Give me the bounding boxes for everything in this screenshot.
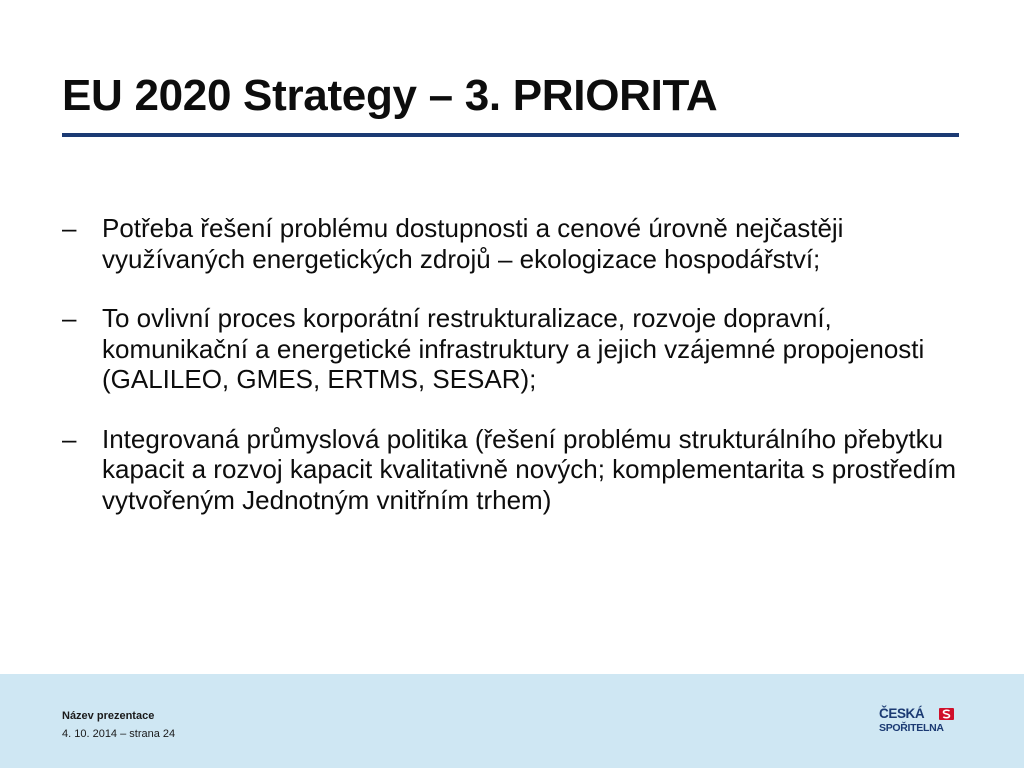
bullet-text: Potřeba řešení problému dostupnosti a cenové úrovně nejčastěji využívaných energetických zdrojů – ekologizace hospodářství;	[102, 213, 844, 274]
bullet-item	[62, 424, 962, 516]
logo-text-top: ČESKÁ	[879, 706, 925, 721]
logo-s-mark-icon	[939, 708, 954, 720]
ceska-sporitelna-logo	[879, 706, 959, 740]
title-underline	[62, 133, 959, 137]
bullet-text: To ovlivní proces korporátní restrukturalizace, rozvoje dopravní, komunikační a energetické infrastruktury a jejich vzájemné propojenosti (GALILEO, GMES, ERTMS, SESAR);	[102, 303, 925, 394]
bullet-item	[62, 213, 962, 274]
bullet-text: Integrovaná průmyslová politika (řešení problému strukturálního přebytku kapacit a rozvoj kapacit kvalitativně nových; komplementarita s prostředím vytvořeným Jednotným vnitřním trhem)	[102, 423, 957, 515]
bullet-item	[62, 303, 962, 395]
bullet-list	[62, 213, 962, 544]
footer-bar	[0, 674, 1024, 768]
bullet-dash: –	[62, 303, 77, 333]
logo-text-bottom: SPOŘITELNA	[879, 722, 944, 734]
presentation-name: Název prezentace	[62, 710, 155, 722]
bullet-dash: –	[62, 213, 77, 243]
slide-title: EU 2020 Strategy – 3. PRIORITA	[62, 71, 718, 120]
bullet-dash: –	[62, 423, 77, 454]
date-page-number: 4. 10. 2014 – strana 24	[62, 728, 176, 740]
